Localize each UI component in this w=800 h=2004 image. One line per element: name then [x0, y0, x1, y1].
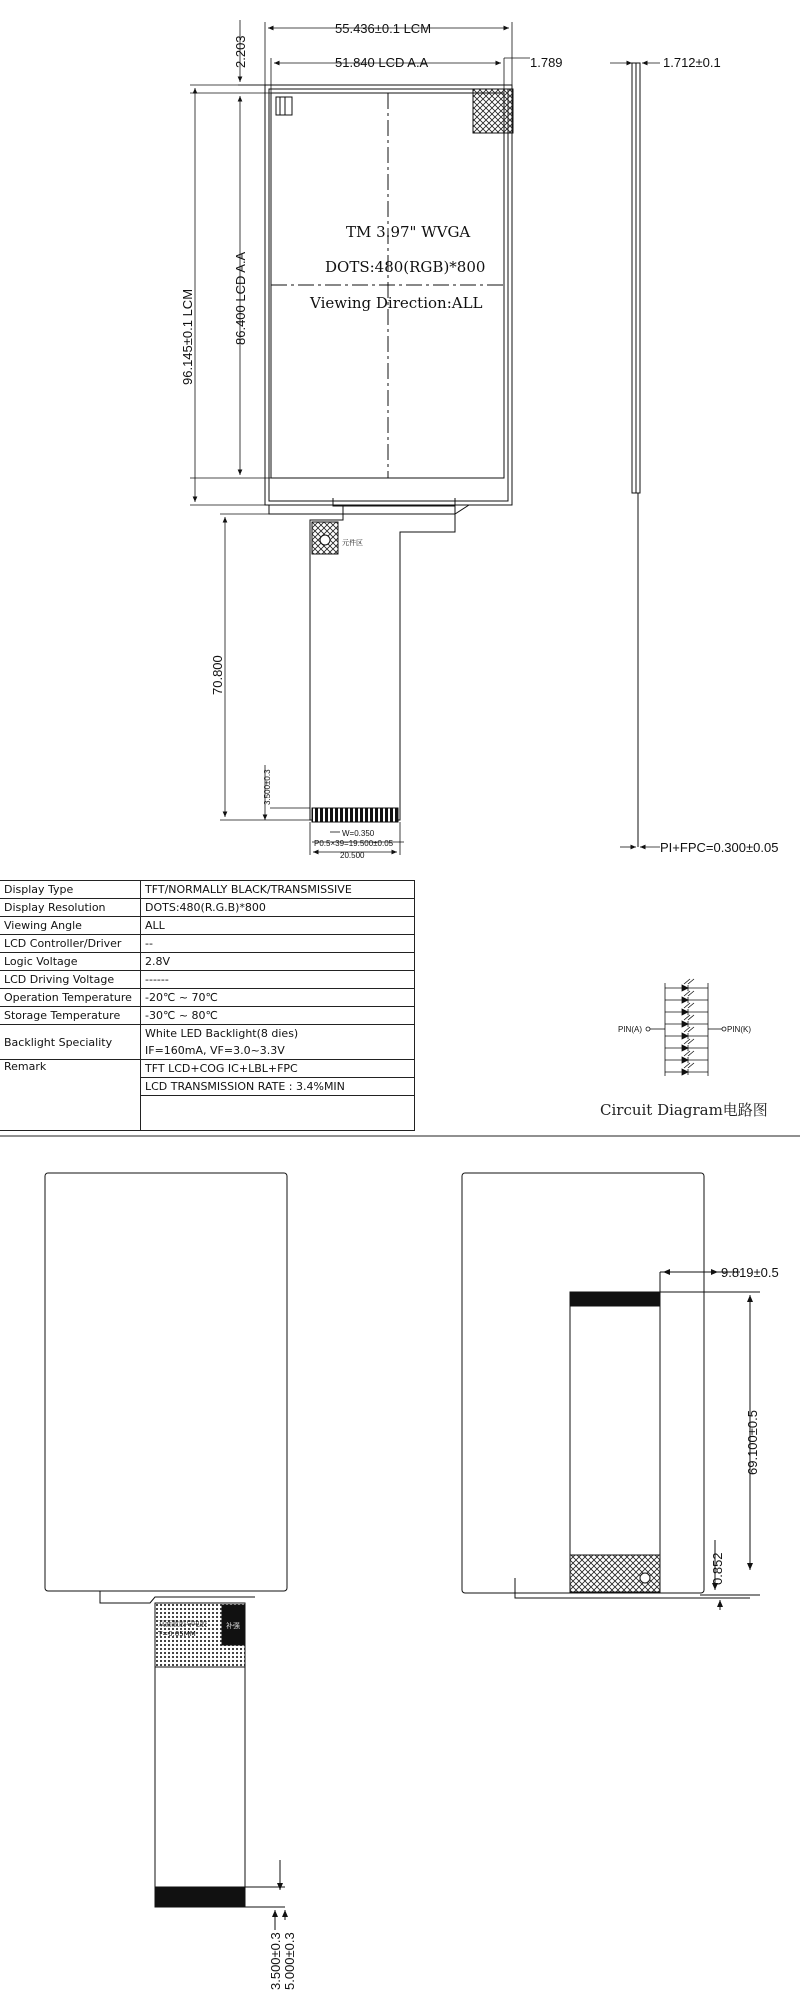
spec-value: ALL: [141, 917, 415, 935]
spec-value: DOTS:480(R.G.B)*800: [141, 899, 415, 917]
fold-offset-label: 9.819±0.5: [721, 1265, 779, 1280]
rear-panel-outline: [45, 1173, 287, 1591]
led-diode: [665, 1027, 708, 1039]
spec-row: [0, 935, 415, 953]
led-diode: [665, 979, 708, 991]
led-diode: [665, 1039, 708, 1051]
pin-pitch-label: P0.5×39=19.500±0.05: [314, 839, 394, 848]
folded-panel-outline: [462, 1173, 704, 1593]
spec-value-secondary: IF=160mA, VF=3.0~3.3V: [141, 1042, 415, 1060]
circuit-caption: Circuit Diagram电路图: [600, 1101, 768, 1119]
pin-a-label: PIN(A): [618, 1025, 642, 1034]
led-rows: [665, 979, 708, 1075]
spec-value: --: [141, 935, 415, 953]
spec-value-blank: [141, 1096, 415, 1131]
spec-row: [0, 899, 415, 917]
spec-key: LCD Driving Voltage: [0, 971, 141, 989]
stiffener-1-label: 3.500±0.3: [268, 1932, 283, 1990]
lcm-width-label: 55.436±0.1 LCM: [335, 21, 432, 36]
front-view-dimensions: [190, 20, 660, 855]
screen-line-2: DOTS:480(RGB)*800: [325, 258, 486, 276]
component-area-label: 元件区: [342, 539, 363, 547]
spec-value: 2.8V: [141, 953, 415, 971]
spec-value-secondary: LCD TRANSMISSION RATE : 3.4%MIN: [141, 1078, 415, 1096]
spec-key: Storage Temperature: [0, 1007, 141, 1025]
led-diode: [665, 1015, 708, 1027]
spec-key: Logic Voltage: [0, 953, 141, 971]
lcm-height-label: 96.145±0.1 LCM: [180, 288, 195, 385]
spec-key: Remark: [0, 1060, 141, 1131]
top-gap-label: 2.203: [233, 35, 248, 68]
pin-width-label: W=0.350: [342, 829, 375, 838]
led-diode: [665, 991, 708, 1003]
rear-fpc-gold-fingers: [155, 1887, 245, 1907]
spec-row: [0, 953, 415, 971]
spec-key: Viewing Angle: [0, 917, 141, 935]
screen-line-1: TM 3.97" WVGA: [346, 223, 471, 241]
spec-table: [0, 880, 415, 1131]
spec-value: -20℃ ~ 70℃: [141, 989, 415, 1007]
lcd-aa-height-label: 86.400 LCD A.A: [233, 251, 248, 345]
right-gap-label: 1.789: [530, 55, 563, 70]
fpc-stiffener-label: 3.500±0.3: [263, 769, 272, 805]
fpc-gold-fingers: [312, 808, 398, 822]
spec-value: -30℃ ~ 80℃: [141, 1007, 415, 1025]
spec-value: ------: [141, 971, 415, 989]
spec-row: [0, 1060, 415, 1078]
circuit-diagram: [646, 979, 726, 1076]
spec-key: Display Resolution: [0, 899, 141, 917]
spec-value: White LED Backlight(8 dies): [141, 1025, 415, 1043]
fold-gap-label: 0.852: [710, 1552, 725, 1585]
spec-value: TFT LCD+COG IC+LBL+FPC: [141, 1060, 415, 1078]
spec-row: [0, 917, 415, 935]
spec-key: Operation Temperature: [0, 989, 141, 1007]
spec-row: [0, 881, 415, 899]
spec-key: Backlight Speciality: [0, 1025, 141, 1060]
pi-fpc-label: PI+FPC=0.300±0.05: [660, 840, 779, 855]
thickness-label: 1.712±0.1: [663, 55, 721, 70]
backlight-terminal-hatch: [473, 89, 513, 133]
fpc-width-label: 20.500: [340, 851, 365, 860]
fold-length-label: 69.100±0.5: [745, 1410, 760, 1475]
screen-line-3: Viewing Direction:ALL: [310, 294, 483, 312]
spec-key: LCD Controller/Driver: [0, 935, 141, 953]
spec-row: [0, 1025, 415, 1043]
spec-row: [0, 971, 415, 989]
spec-row: [0, 989, 415, 1007]
pin-k-label: PIN(K): [727, 1025, 751, 1034]
lcd-aa-width-label: 51.840 LCD A.A: [335, 55, 429, 70]
spec-row: [0, 1007, 415, 1025]
led-diode: [665, 1051, 708, 1063]
rear-view: [45, 1173, 287, 1930]
folded-view: [462, 1173, 760, 1610]
rear-fpc-label-2: T=0.05MM: [158, 1630, 196, 1638]
led-diode: [665, 1003, 708, 1015]
stiffener-2-label: 5.000±0.3: [282, 1932, 297, 1990]
folded-fpc: [570, 1292, 660, 1592]
spec-value: TFT/NORMALLY BLACK/TRANSMISSIVE: [141, 881, 415, 899]
led-diode: [665, 1063, 708, 1075]
spec-key: Display Type: [0, 881, 141, 899]
rear-fpc-label-3: 补强: [226, 1622, 240, 1630]
rear-fpc-label-1: 双面散胶导电胶: [158, 1620, 207, 1628]
fpc-length-label: 70.800: [210, 655, 225, 695]
front-view: [265, 63, 640, 847]
